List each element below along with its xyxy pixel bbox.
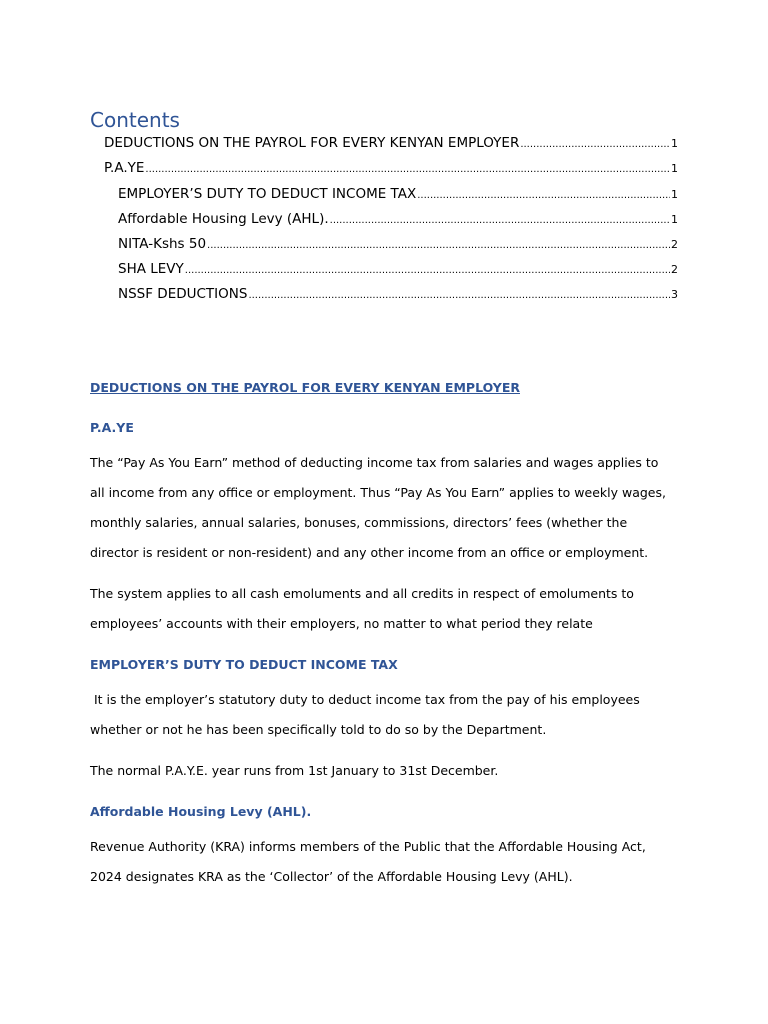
toc-leader-dots xyxy=(417,186,670,206)
paragraph-line: The normal P.A.Y.E. year runs from 1st January to 31st December. xyxy=(90,763,499,778)
toc-entry-page: 1 xyxy=(671,137,678,150)
toc-entry-nssf[interactable] xyxy=(118,284,678,304)
paragraph-line: The system applies to all cash emoluments and all credits in respect of emoluments to xyxy=(90,586,634,601)
toc-entry-page: 1 xyxy=(671,162,678,175)
toc-entry-page: 1 xyxy=(671,213,678,226)
toc-entry-label: NSSF DEDUCTIONS xyxy=(118,286,248,302)
paragraph-line: director is resident or non-resident) and any other income from an office or employment. xyxy=(90,545,649,560)
toc-entry-label: SHA LEVY xyxy=(118,261,184,277)
toc-entry-page: 3 xyxy=(671,288,678,301)
paragraph-line: employees’ accounts with their employers, no matter to what period they relate xyxy=(90,616,593,631)
toc-entry-page: 2 xyxy=(671,238,678,251)
paragraph-line: The “Pay As You Earn” method of deducting income tax from salaries and wages applies to xyxy=(90,455,659,470)
paragraph-line: Revenue Authority (KRA) informs members of the Public that the Affordable Housing Act, xyxy=(90,839,646,854)
heading-paye: P.A.YE xyxy=(90,420,134,435)
toc-entry-paye[interactable] xyxy=(104,158,678,178)
paragraph-line: all income from any office or employment. Thus “Pay As You Earn” applies to weekly wages, xyxy=(90,485,666,500)
paragraph-line: It is the employer’s statutory duty to deduct income tax from the pay of his employees xyxy=(90,692,640,707)
toc-entry-page: 2 xyxy=(671,263,678,276)
toc-entry-employer-duty[interactable] xyxy=(118,184,678,204)
toc-entry-sha-levy[interactable] xyxy=(118,259,678,279)
toc-title: Contents xyxy=(90,108,180,132)
toc-leader-dots xyxy=(330,211,670,231)
toc-leader-dots xyxy=(248,286,670,306)
toc-entry-deductions[interactable] xyxy=(104,133,678,153)
toc-entry-nita[interactable] xyxy=(118,234,678,254)
toc-entry-page: 1 xyxy=(671,188,678,201)
toc-leader-dots xyxy=(185,261,670,281)
toc-leader-dots xyxy=(207,236,670,256)
toc-entry-label: P.A.YE xyxy=(104,160,145,176)
toc-entry-label: NITA-Kshs 50 xyxy=(118,236,207,252)
paragraph-line: 2024 designates KRA as the ‘Collector’ of the Affordable Housing Levy (AHL). xyxy=(90,869,573,884)
paragraph-line: monthly salaries, annual salaries, bonuses, commissions, directors’ fees (whether the xyxy=(90,515,628,530)
toc-entry-label: DEDUCTIONS ON THE PAYROL FOR EVERY KENYAN EMPLOYER xyxy=(104,135,520,151)
main-heading: DEDUCTIONS ON THE PAYROL FOR EVERY KENYAN EMPLOYER xyxy=(90,380,520,395)
heading-ahl: Affordable Housing Levy (AHL). xyxy=(90,804,312,819)
heading-employer-duty: EMPLOYER’S DUTY TO DEDUCT INCOME TAX xyxy=(90,657,398,672)
toc-leader-dots xyxy=(145,160,670,180)
toc-entry-label: EMPLOYER’S DUTY TO DEDUCT INCOME TAX xyxy=(118,186,417,202)
toc-entry-label: Affordable Housing Levy (AHL). xyxy=(118,211,329,227)
paragraph-line: whether or not he has been specifically told to do so by the Department. xyxy=(90,722,547,737)
toc-leader-dots xyxy=(520,135,670,155)
toc-entry-ahl[interactable] xyxy=(118,209,678,229)
